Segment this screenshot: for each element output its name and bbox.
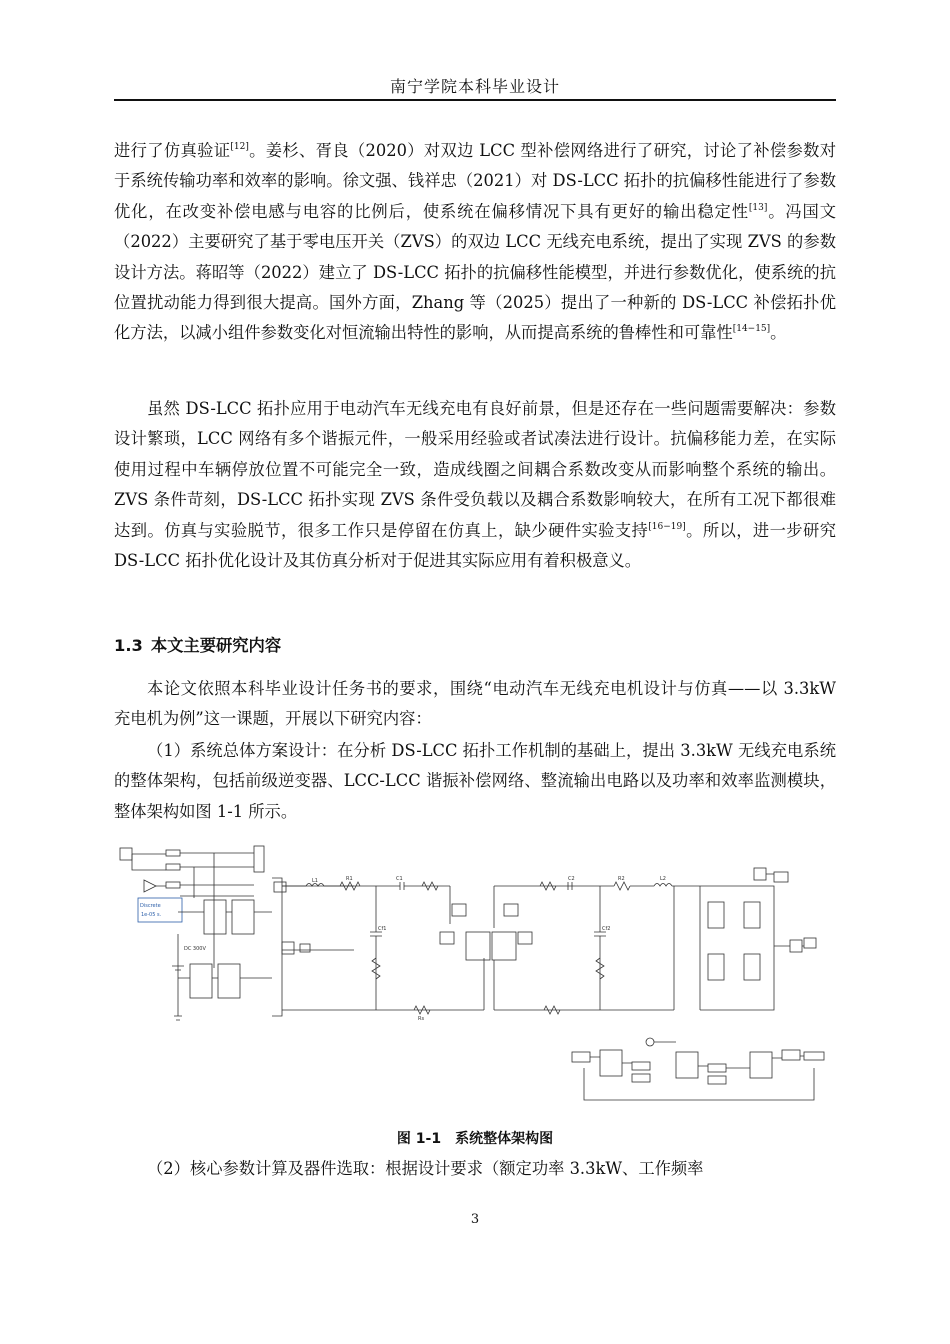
paragraph-related-work: 进行了仿真验证[12]。姜杉、胥良（2020）对双边 LCC 型补偿网络进行了研究，讨论了补偿参数对于系统传输功率和效率的影响。徐文强、钱祥忠（2021）对 DS-LCC 拓扑的抗偏移性能进行了参数优化，在改变补偿电感与电容的比例后，使系统在偏移情况下具有更好的输出稳定性[13]。冯国文（2022）主要研究了基于零电压开关（ZVS）的双边 LCC 无线充电系统，提出了实现 ZVS 的参数设计方法。蒋昭等（2022）建立了 DS-LCC 拓扑的抗偏移性能模型，并进行参数优化，使系统的抗位置扰动能力得到很大提高。国外方面，Zhang 等（2025）提出了一种新的 DS-LCC 补偿拓扑优化方法，以减小组件参数变化对恒流输出特性的影响，从而提高系统的鲁棒性和可靠性[14−15]。 <box>114 141 836 343</box>
capacitor-cf2-label: Cf2 <box>602 926 611 932</box>
page-number: 3 <box>470 1212 480 1227</box>
paragraph-research-intro: 本论文依照本科毕业设计任务书的要求，围绕“电动汽车无线充电机设计与仿真——以 3.3kW 充电机为例”这一课题，开展以下研究内容： <box>114 679 836 729</box>
citation: [13] <box>748 202 768 213</box>
capacitor-c2-label: C2 <box>568 876 575 882</box>
dc-source-label: DC 300V <box>184 946 206 952</box>
paragraph-research-item-2: （2）核心参数计算及器件选取：根据设计要求（额定功率 3.3kW、工作频率 <box>147 1159 704 1178</box>
capacitor-c1-label: C1 <box>396 876 403 882</box>
inductor-l1-label: L1 <box>312 878 318 884</box>
figure-caption: 图 1-1 系统整体架构图 <box>396 1131 554 1147</box>
citation: [16−19] <box>648 521 686 532</box>
system-architecture-figure <box>114 838 836 1120</box>
section-heading: 1.3 本文主要研究内容 <box>114 636 282 655</box>
inductor-l2-label: L2 <box>660 876 666 882</box>
capacitor-cf1-label: Cf1 <box>378 926 387 932</box>
discrete-label: Discrete <box>140 903 161 909</box>
resistor-r1-label: R1 <box>346 876 353 882</box>
header-rule <box>114 99 836 101</box>
page-header: 南宁学院本科毕业设计 <box>389 77 560 96</box>
paragraph-research-item-1: （1）系统总体方案设计：在分析 DS-LCC 拓扑工作机制的基础上，提出 3.3kW 无线充电系统的整体架构，包括前级逆变器、LCC-LCC 谐振补偿网络、整流输出电路以及功率和效率监测模块，整体架构如图 1-1 所示。 <box>114 741 836 821</box>
citation: [12] <box>230 142 249 152</box>
citation: [14−15] <box>732 324 771 335</box>
resistor-rs-label: Rs <box>418 1016 425 1022</box>
paragraph-problems: 虽然 DS-LCC 拓扑应用于电动汽车无线充电有良好前景，但是还存在一些问题需要解决：参数设计繁琐，LCC 网络有多个谐振元件，一般采用经验或者试凑法进行设计。抗偏移能力差，在实际使用过程中车辆停放位置不可能完全一致，造成线圈之间耦合系数改变从而影响整个系统的输出。ZVS 条件苛刻，DS-LCC 拓扑实现 ZVS 条件受负载以及耦合系数影响较大，在所有工况下都很难达到。仿真与实验脱节，很多工作只是停留在仿真上，缺少硬件实验支持[16−19]。所以，进一步研究 DS-LCC 拓扑优化设计及其仿真分析对于促进其实际应用有着积极意义。 <box>114 399 836 571</box>
discrete-sample-label: 1e-05 s. <box>141 912 162 918</box>
resistor-r2-label: R2 <box>618 876 625 882</box>
